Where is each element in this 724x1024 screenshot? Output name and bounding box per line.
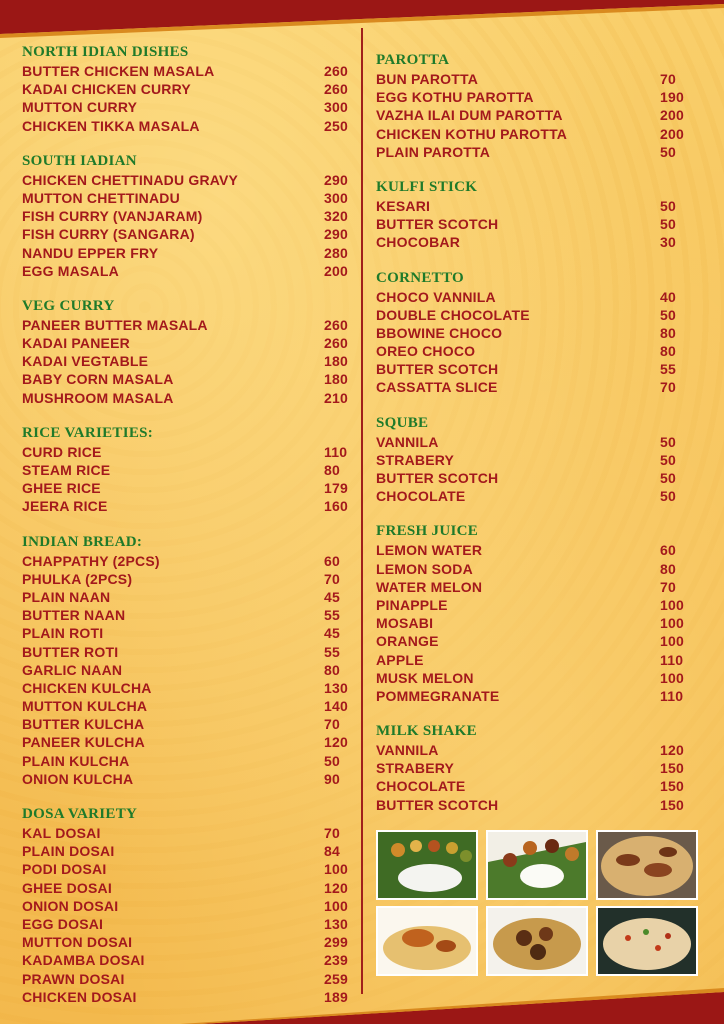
section-title: VEG CURRY [22,297,115,314]
menu-item-price: 90 [324,770,340,787]
menu-item [22,244,352,262]
menu-item-price: 80 [324,462,340,478]
menu-item [22,752,352,770]
menu-item [22,860,352,878]
menu-item-price: 70 [660,71,676,87]
menu-item-name: LEMON WATER [376,542,483,559]
menu-item-name: GHEE RICE [22,480,101,497]
menu-section-indian-bread [22,534,352,788]
menu-item [22,643,352,661]
menu-item-price: 70 [660,578,676,595]
food-photo-thali [486,830,588,900]
menu-item-name: FISH CURRY (SANGARA) [22,226,195,243]
menu-item-name: CHOCOLATE [376,778,466,795]
menu-item-name: WATER MELON [376,578,483,595]
menu-item-price: 100 [660,633,684,650]
menu-item-name: PLAIN DOSAI [22,843,115,860]
menu-section-north-idian-dishes [22,44,352,135]
menu-item [376,233,688,251]
menu-item-name: APPLE [376,651,424,668]
menu-item-name: STEAM RICE [22,462,111,478]
menu-item [376,560,688,578]
menu-item-price: 50 [660,306,676,323]
menu-item [22,897,352,915]
menu-item-price: 80 [660,560,676,577]
menu-item-price: 60 [324,552,340,569]
menu-item [22,352,352,370]
food-photo-fried-rice [596,906,698,976]
menu-item-price: 300 [324,189,348,206]
menu-item-price: 70 [324,570,340,587]
menu-item-name: LEMON SODA [376,560,473,577]
menu-item-name: KAL DOSAI [22,825,101,841]
menu-item [22,951,352,969]
menu-item-price: 70 [324,716,340,733]
menu-item-price: 50 [660,197,676,214]
menu-item-price: 50 [660,143,676,160]
menu-item [376,596,688,614]
menu-item-name: PRAWN DOSAI [22,970,125,987]
menu-item [376,306,688,324]
menu-item [22,588,352,606]
menu-section-cornetto [376,270,688,397]
menu-item-name: BUTTER SCOTCH [376,470,499,486]
menu-item-name: BBOWINE CHOCO [376,324,503,341]
menu-item-name: PANEER BUTTER MASALA [22,316,208,333]
menu-item-name: OREO CHOCO [376,343,476,360]
menu-item-price: 70 [660,379,676,396]
menu-item-price: 180 [324,353,348,370]
menu-item-name: EGG MASALA [22,262,119,279]
menu-item-name: CHAPPATHY (2PCS) [22,552,160,569]
menu-item [22,62,352,80]
menu-item-price: 50 [660,216,676,233]
menu-item-name: ORANGE [376,633,439,650]
menu-item [22,915,352,933]
menu-item-price: 120 [324,734,348,751]
menu-item-price: 190 [660,89,684,106]
menu-item [22,606,352,624]
menu-item-price: 55 [660,361,676,378]
menu-item-price: 50 [660,433,676,450]
menu-item [22,316,352,334]
menu-item-name: CURD RICE [22,443,102,460]
menu-item-name: STRABERY [376,451,455,468]
menu-item-price: 259 [324,970,348,987]
menu-item-name: PINAPPLE [376,596,448,613]
menu-item [22,988,352,1006]
menu-item-price: 280 [324,244,348,261]
menu-item-price: 45 [324,588,340,605]
menu-item [376,741,688,759]
menu-item-name: KADAMBA DOSAI [22,952,145,969]
menu-item-price: 110 [660,651,684,668]
menu-item-price: 290 [324,226,348,243]
section-title: RICE VARIETIES: [22,424,154,441]
menu-item-name: BUTTER NAAN [22,607,126,624]
menu-item-name: ONION DOSAI [22,897,119,914]
menu-item [376,796,688,814]
menu-item-price: 50 [660,470,676,486]
menu-item [22,334,352,352]
section-title: KULFI STICK [376,178,478,195]
menu-item-name: MUTTON KULCHA [22,698,148,715]
menu-item [22,679,352,697]
menu-section-rice-varieties [22,425,352,516]
menu-item [376,578,688,596]
section-title: SQUBE [376,414,429,431]
menu-item-name: PANEER KULCHA [22,734,145,751]
section-title: CORNETTO [376,269,464,286]
menu-item [22,479,352,497]
menu-item [376,541,688,559]
menu-item-name: STRABERY [376,760,455,777]
column-divider [361,28,363,994]
menu-item [376,324,688,342]
menu-item-name: VANNILA [376,433,439,450]
menu-item [22,117,352,135]
menu-item [376,669,688,687]
menu-section-milk-shake [376,723,688,814]
menu-item [22,171,352,189]
menu-item-name: MUTTON DOSAI [22,934,133,951]
menu-item-price: 80 [660,343,676,360]
menu-item [22,370,352,388]
menu-item-name: EGG KOTHU PAROTTA [376,89,534,106]
menu-item-name: MUTTON CHETTINADU [22,189,180,206]
food-photo-mutton-biryani [486,906,588,976]
menu-item-price: 200 [660,107,684,124]
menu-item-name: MUSHROOM MASALA [22,389,174,406]
menu-item-price: 80 [324,661,340,678]
menu-item-price: 50 [324,752,340,769]
menu-item-price: 290 [324,171,348,188]
section-title: SOUTH IADIAN [22,152,137,169]
menu-section-dosa-variety [22,806,352,1006]
menu-item-name: BUTTER SCOTCH [376,361,499,378]
menu-item-name: PHULKA (2PCS) [22,570,133,587]
menu-item-name: KADAI VEGTABLE [22,353,149,370]
menu-section-veg-curry [22,298,352,407]
menu-item [22,225,352,243]
menu-item-price: 120 [324,879,348,896]
menu-item-price: 140 [324,698,348,715]
menu-item [22,824,352,842]
menu-item-name: CHOCOLATE [376,488,466,505]
menu-section-fresh-juice [376,523,688,705]
menu-item-price: 160 [324,498,348,515]
menu-section-south-iadian [22,153,352,280]
menu-item-price: 45 [324,625,340,642]
section-title: FRESH JUICE [376,523,479,540]
menu-item-name: DOUBLE CHOCOLATE [376,306,530,323]
menu-item [376,469,688,487]
menu-item [376,215,688,233]
food-photo-gallery [376,830,696,978]
menu-section-kulfi-stick [376,179,688,252]
menu-item-price: 50 [660,488,676,505]
menu-item [376,777,688,795]
menu-item-name: PLAIN PAROTTA [376,143,491,160]
menu-item-price: 150 [660,778,684,795]
menu-item-name: BUTTER CHICKEN MASALA [22,63,215,79]
menu-item-name: GHEE DOSAI [22,879,112,896]
menu-item-price: 150 [660,796,684,813]
menu-item [376,70,688,88]
menu-item-price: 260 [324,63,348,79]
menu-item-price: 250 [324,117,348,134]
menu-item-name: CHOCO VANNILA [376,288,496,305]
menu-item [22,697,352,715]
menu-item [376,378,688,396]
menu-item-name: PLAIN ROTI [22,625,104,642]
menu-item-name: CHICKEN DOSAI [22,988,137,1005]
menu-item [22,661,352,679]
section-title: NORTH IDIAN DISHES [22,44,189,60]
menu-item-price: 239 [324,952,348,969]
menu-item-price: 55 [324,643,340,660]
menu-item [22,933,352,951]
menu-item [376,342,688,360]
menu-item-price: 100 [660,615,684,632]
menu-item [22,80,352,98]
menu-item-price: 130 [324,915,348,932]
menu-item [22,733,352,751]
menu-item-price: 100 [324,897,348,914]
menu-item [376,143,688,161]
menu-item [376,360,688,378]
left-menu-column [22,44,352,1024]
menu-item-price: 100 [324,861,348,878]
menu-item [376,288,688,306]
menu-item-name: BUN PAROTTA [376,71,479,87]
menu-item-name: POMMEGRANATE [376,687,500,704]
menu-item-name: CHICKEN CHETTINADU GRAVY [22,171,239,188]
menu-item-price: 200 [660,125,684,142]
menu-item-name: BUTTER SCOTCH [376,796,499,813]
menu-item [376,433,688,451]
menu-item-price: 299 [324,934,348,951]
menu-item-price: 70 [324,825,340,841]
menu-item-price: 130 [324,679,348,696]
menu-item-price: 260 [324,335,348,352]
menu-item-price: 84 [324,843,340,860]
menu-item [376,451,688,469]
menu-item [22,552,352,570]
menu-item-name: PLAIN NAAN [22,588,111,605]
menu-item [22,389,352,407]
menu-item [376,125,688,143]
menu-item [376,759,688,777]
menu-item-price: 179 [324,480,348,497]
menu-item [22,715,352,733]
section-title: PAROTTA [376,52,450,68]
menu-item-price: 300 [324,99,348,116]
menu-item-name: MUTTON CURRY [22,99,138,116]
menu-item [376,197,688,215]
menu-item [22,770,352,788]
menu-item-price: 210 [324,389,348,406]
menu-item-price: 60 [660,542,676,559]
menu-item [376,632,688,650]
menu-item-price: 50 [660,451,676,468]
menu-item-price: 110 [660,687,684,704]
menu-item-name: JEERA RICE [22,498,108,515]
menu-item-price: 320 [324,208,348,225]
menu-item-price: 150 [660,760,684,777]
menu-item-price: 120 [660,742,684,759]
menu-item-price: 55 [324,607,340,624]
menu-item-price: 100 [660,669,684,686]
menu-item-name: BUTTER KULCHA [22,716,145,733]
menu-item [376,106,688,124]
section-title: DOSA VARIETY [22,806,138,822]
menu-item-name: GARLIC NAAN [22,661,123,678]
menu-item [22,497,352,515]
menu-item [22,207,352,225]
menu-item-price: 30 [660,234,676,251]
menu-item-name: KADAI CHICKEN CURRY [22,81,191,98]
food-photo-biryani-bowl [376,906,478,976]
menu-item-price: 80 [660,324,676,341]
menu-item [22,879,352,897]
menu-item-price: 189 [324,988,348,1005]
menu-item-price: 100 [660,596,684,613]
menu-item-price: 260 [324,316,348,333]
menu-item-name: CASSATTA SLICE [376,379,498,396]
menu-item [22,970,352,988]
section-title: INDIAN BREAD: [22,533,143,550]
menu-item [376,687,688,705]
food-photo-banana-leaf-meal [376,830,478,900]
menu-item [22,98,352,116]
menu-item [22,570,352,588]
menu-item-price: 110 [324,443,348,460]
menu-item-name: KADAI PANEER [22,335,130,352]
menu-item-name: ONION KULCHA [22,770,134,787]
menu-item [22,461,352,479]
menu-item-name: VANNILA [376,742,439,759]
menu-item [22,624,352,642]
menu-item-name: MOSABI [376,615,434,632]
menu-item [22,262,352,280]
section-title: MILK SHAKE [376,723,477,740]
menu-item [376,487,688,505]
menu-item-name: BUTTER SCOTCH [376,216,499,233]
menu-item [376,651,688,669]
menu-item-name: CHICKEN TIKKA MASALA [22,117,200,134]
menu-item-name: CHOCOBAR [376,234,461,251]
right-menu-column [376,52,688,832]
menu-item [22,189,352,207]
menu-item-name: BUTTER ROTI [22,643,119,660]
menu-item-name: KESARI [376,197,431,214]
menu-item [376,88,688,106]
menu-item-name: FISH CURRY (VANJARAM) [22,208,203,225]
menu-item [22,842,352,860]
menu-item [376,614,688,632]
menu-item-price: 180 [324,371,348,388]
menu-item-price: 260 [324,81,348,98]
menu-item-name: NANDU EPPER FRY [22,244,159,261]
menu-item-name: VAZHA ILAI DUM PAROTTA [376,107,563,124]
menu-item-name: CHICKEN KULCHA [22,679,152,696]
menu-item [22,443,352,461]
menu-item-name: PODI DOSAI [22,861,107,878]
menu-item-name: EGG DOSAI [22,915,104,932]
menu-item-name: BABY CORN MASALA [22,371,174,388]
menu-item-price: 40 [660,288,676,305]
menu-item-name: MUSK MELON [376,669,474,686]
menu-item-name: PLAIN KULCHA [22,752,130,769]
menu-item-name: CHICKEN KOTHU PAROTTA [376,125,568,142]
menu-section-sqube [376,415,688,506]
menu-item-price: 200 [324,262,348,279]
menu-section-parotta [376,52,688,161]
food-photo-chicken-biryani [596,830,698,900]
